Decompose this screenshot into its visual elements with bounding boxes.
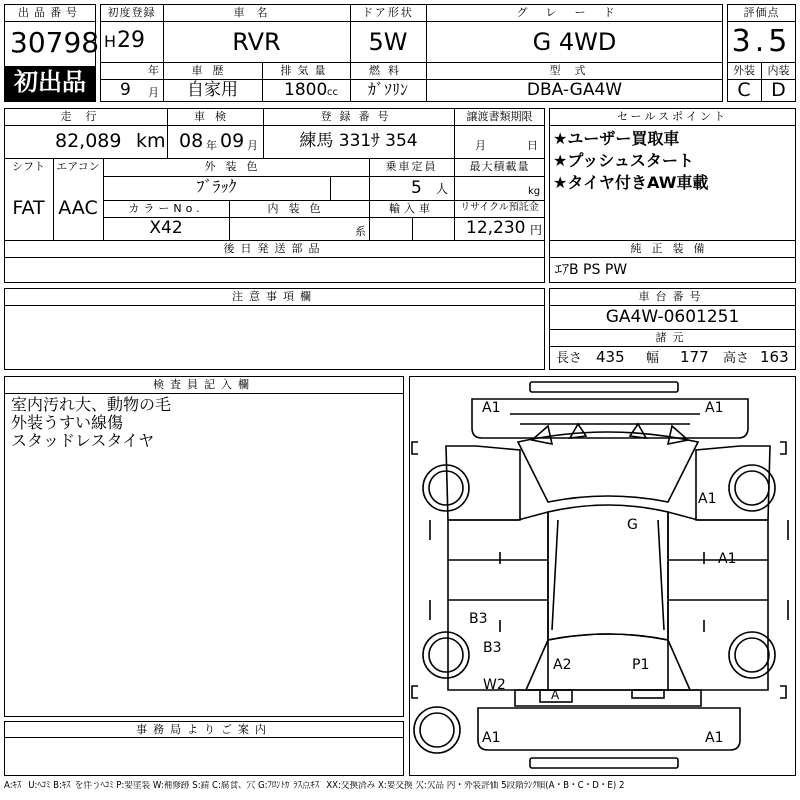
mark-rear-right-inner: P1	[632, 657, 650, 673]
mileage-label: 走行	[60, 110, 111, 123]
inspection-label: 車検	[194, 110, 236, 123]
max-load-unit: kg	[528, 186, 541, 197]
height-label: 高さ	[723, 351, 750, 366]
mark-left-quarter: B3	[483, 640, 502, 656]
car-name-label: 車名	[233, 6, 280, 19]
first-reg-label: 初度登録	[107, 6, 156, 19]
displacement-unit: cc	[327, 87, 338, 98]
equipment-value: ｴｱB PS PW	[555, 262, 628, 278]
exterior-grade: C	[737, 79, 751, 101]
dims-label: 諸元	[655, 331, 690, 344]
width-value: 177	[680, 348, 709, 366]
reg-year: 29	[117, 28, 145, 53]
score-label: 評価点	[743, 6, 780, 19]
displacement: 1800	[284, 80, 328, 100]
sales-point: ★タイヤ付きAW車載	[553, 173, 709, 192]
exterior-label: 外装	[733, 64, 755, 77]
history-label: 車歴	[191, 64, 234, 77]
door-label: ドア形状	[362, 6, 414, 19]
ac-value: AAC	[58, 197, 98, 219]
inspection-month-unit: 月	[247, 139, 258, 152]
import-label: 輸入車	[389, 202, 434, 215]
lot-number-label: 出品番号	[18, 6, 82, 19]
fuel: ｶﾞｿﾘﾝ	[367, 80, 408, 99]
later-parts-label: 後日発送部品	[223, 242, 326, 255]
capacity: 5	[411, 178, 422, 198]
length-value: 435	[596, 348, 625, 366]
transfer-month-unit: 月	[475, 139, 486, 152]
ac-label: エアコン	[56, 160, 100, 173]
int-color-label: 内装色	[267, 202, 331, 215]
chassis-label: 車台番号	[638, 290, 707, 303]
ext-color-label: 外装色	[204, 160, 268, 173]
mark-rear-left: A1	[482, 730, 501, 746]
reg-year-unit: 年	[148, 64, 159, 77]
mileage: 82,089	[55, 130, 122, 152]
office-label: 事務局よりご案内	[136, 723, 272, 736]
displacement-label: 排気量	[280, 64, 332, 77]
mark-windshield: G	[627, 517, 638, 533]
mark-left-rear: W2	[483, 677, 506, 693]
reg-month: 9	[120, 80, 131, 100]
sales-point: ★プッシュスタート	[553, 151, 694, 170]
recycle-value: 12,230	[466, 218, 526, 238]
inspector-label: 検査員記入欄	[153, 378, 255, 391]
mark-rear-bumper-center: A	[551, 688, 560, 702]
color-no: X42	[149, 218, 183, 238]
equipment-label: 純正装備	[630, 242, 715, 255]
mark-rear-right: A1	[705, 730, 724, 746]
reg-month-unit: 月	[148, 86, 159, 99]
capacity-label: 乗車定員	[385, 160, 438, 173]
sales-points-label: セールスポイント	[616, 110, 728, 123]
lot-number: 30798	[10, 26, 100, 59]
grade: G 4WD	[532, 28, 617, 56]
mark-front-left: A1	[482, 400, 501, 416]
recycle-unit: 円	[530, 223, 543, 237]
legend-text	[4, 781, 796, 791]
height-value: 163	[760, 348, 789, 366]
mark-left-rear-door: B3	[469, 611, 488, 627]
legend-content: A:ｷｽﾞ U:ﾍｺﾐ B:ｷｽﾞを伴うﾍｺﾐ P:要塗装 W:補修跡 S:錆 C:腐食、穴 G:ﾌﾛﾝﾄｶﾞﾗｽ点ｷｽﾞ XX:交換済み X:要交換 欠:欠品 内・外装評価 5段階ﾗﾝｸ順(A・B・C・D・E) 2	[4, 781, 625, 791]
plate-number: 練馬 331ｻ 354	[299, 131, 418, 151]
mark-rear-left-inner: A2	[553, 657, 572, 673]
int-color-unit: 系	[355, 225, 366, 238]
first-listing-text: 初出品	[14, 68, 86, 96]
color-no-label: カラーNo.	[128, 202, 204, 215]
inspector-note: スタッドレスタイヤ	[11, 431, 155, 450]
shift-value: FAT	[12, 197, 45, 219]
inspector-note: 室内汚れ大、動物の毛	[11, 395, 172, 414]
plate-label: 登録番号	[320, 110, 397, 123]
era: H	[104, 32, 117, 51]
shift-label: シフト	[12, 160, 45, 173]
recycle-label: リサイクル預託金	[460, 202, 539, 213]
ext-color: ﾌﾞﾗｯｸ	[196, 177, 237, 196]
score-value: 3.5	[731, 24, 792, 59]
door-type: 5W	[368, 28, 408, 56]
damage-diagram-box	[409, 376, 796, 776]
model-label: 型式	[549, 64, 600, 77]
model-code: DBA-GA4W	[526, 80, 623, 100]
capacity-unit: 人	[436, 182, 449, 196]
inspection-year: 08	[179, 130, 204, 152]
mileage-unit: km	[136, 130, 166, 152]
mark-front-right: A1	[705, 400, 724, 416]
car-name: RVR	[232, 28, 281, 56]
interior-grade: D	[771, 79, 786, 101]
transfer-day-unit: 日	[527, 139, 538, 152]
length-label: 長さ	[556, 351, 583, 366]
transfer-doc-label: 譲渡書類期限	[466, 110, 533, 123]
sales-point: ★ユーザー買取車	[553, 129, 680, 148]
notes-label: 注意事項欄	[232, 290, 317, 303]
fuel-label: 燃料	[369, 64, 407, 77]
inspection-month: 09	[220, 130, 245, 152]
inspector-note: 外装うすい線傷	[11, 413, 124, 432]
inspection-year-unit: 年	[206, 139, 217, 152]
width-label: 幅	[646, 351, 660, 366]
max-load-label: 最大積載量	[469, 160, 530, 173]
grade-label: グレード	[516, 6, 633, 19]
mark-right-door: A1	[718, 551, 737, 567]
history: 自家用	[187, 80, 238, 100]
mark-right-fender: A1	[698, 491, 717, 507]
interior-label: 内装	[767, 64, 790, 77]
chassis-number: GA4W-0601251	[605, 307, 740, 327]
